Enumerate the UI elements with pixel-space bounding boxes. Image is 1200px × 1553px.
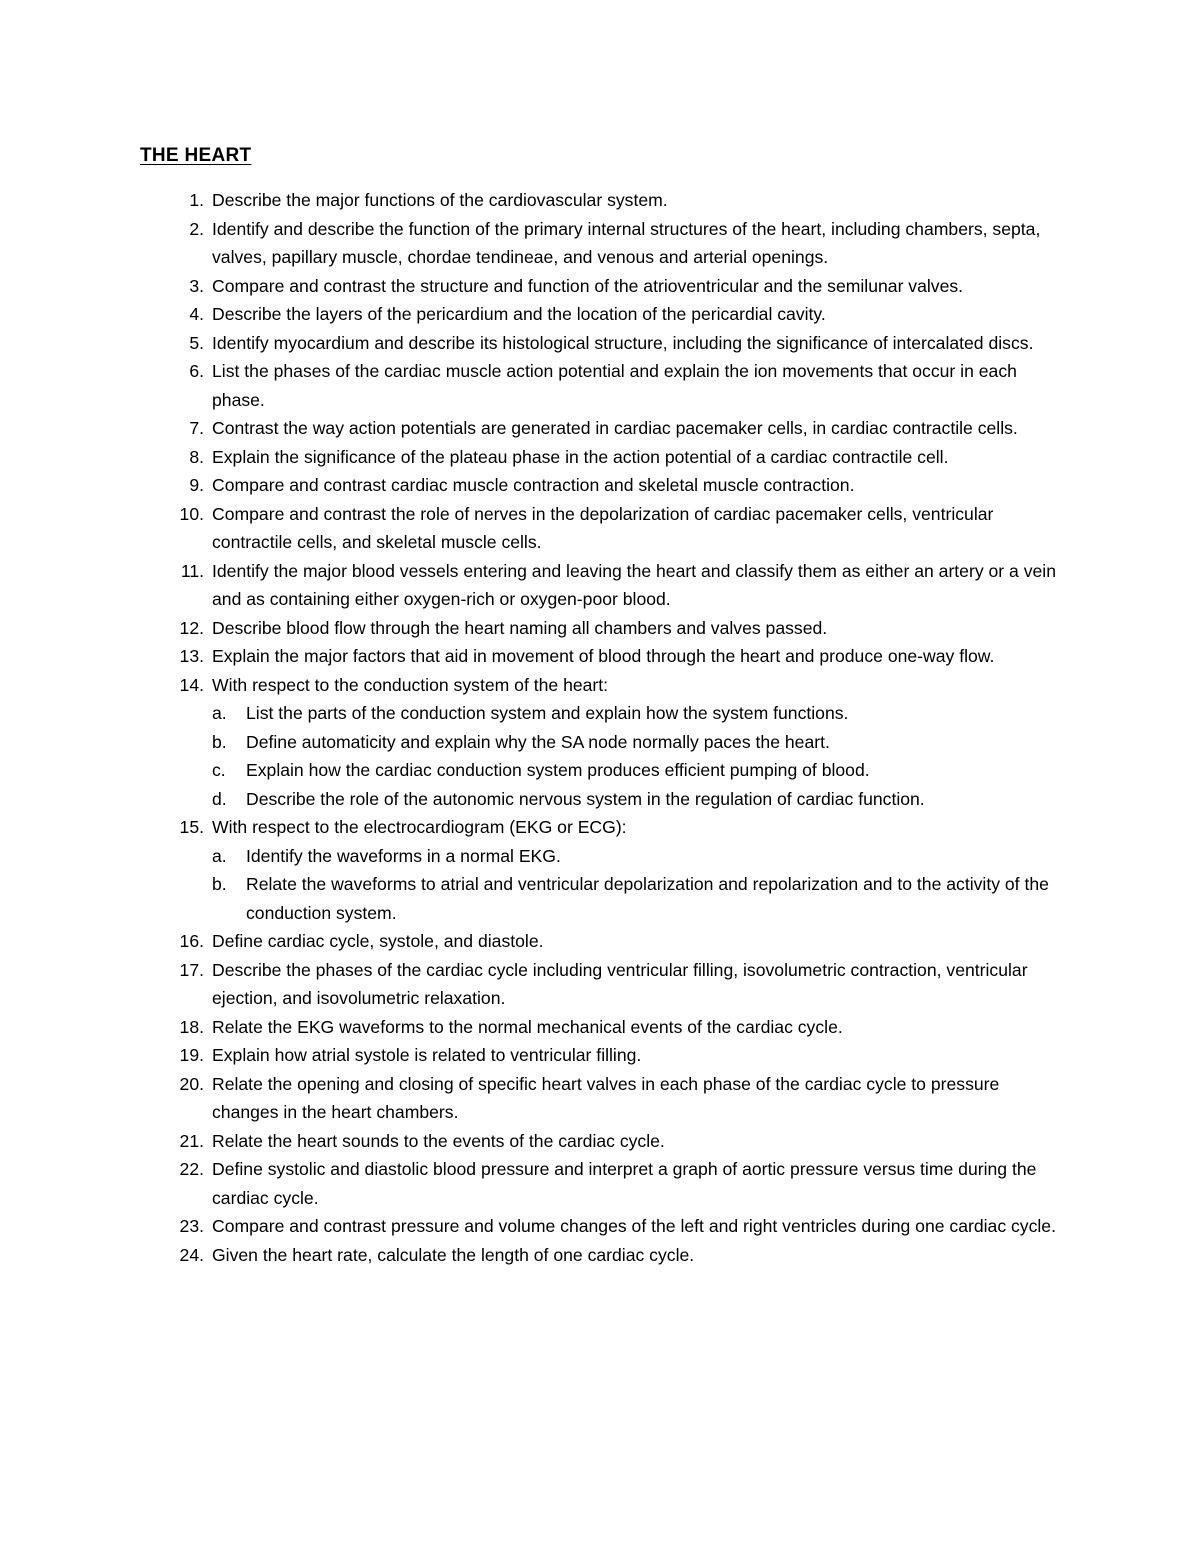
item-text: Relate the heart sounds to the events of the cardiac cycle. [212,1130,665,1151]
list-item [140,1127,1070,1156]
item-number: 21. [179,1130,204,1151]
sub-item-text: Explain how the cardiac conduction system produces efficient pumping of blood. [246,760,870,780]
item-text: Compare and contrast cardiac muscle contraction and skeletal muscle contraction. [212,475,855,495]
item-number: 20. [179,1073,204,1094]
list-item [140,357,1070,414]
list-item [140,186,1070,215]
item-text: Relate the opening and closing of specific heart valves in each phase of the cardiac cycle to pressure changes in the heart chambers. [212,1073,1000,1122]
list-item [140,300,1070,329]
sub-item-text: Relate the waveforms to atrial and ventricular depolarization and repolarization and to the activity of the conduction system. [246,874,1049,923]
item-number: 18. [179,1016,204,1037]
item-number: 15. [179,817,204,837]
list-item [140,956,1070,1013]
item-text: Describe blood flow through the heart naming all chambers and valves passed. [212,617,828,638]
item-number: 6. [189,361,204,381]
item-text: Explain the major factors that aid in movement of blood through the heart and produce one-way flow. [212,646,995,666]
item-text: With respect to the electrocardiogram (EKG or ECG): [212,817,627,837]
sublist-item [212,870,1070,927]
list-item [140,557,1070,614]
list-item [140,329,1070,358]
item-number: 24. [179,1244,204,1265]
list-item [140,1155,1070,1212]
list-item [140,1013,1070,1042]
list-item [140,927,1070,956]
list-item [140,1212,1070,1241]
list-item [140,642,1070,671]
item-text: Contrast the way action potentials are generated in cardiac pacemaker cells, in cardiac contractile cells. [212,418,1018,438]
item-text: Compare and contrast pressure and volume changes of the left and right ventricles during one cardiac cycle. [212,1216,1056,1236]
list-item [140,1041,1070,1070]
item-number: 23. [179,1216,204,1236]
item-number: 2. [189,218,204,239]
list-item [140,414,1070,443]
list-item [140,272,1070,301]
list-item [140,500,1070,557]
sub-item-text: List the parts of the conduction system and explain how the system functions. [246,703,849,723]
sublist-item [212,842,1070,871]
item-text: With respect to the conduction system of the heart: [212,674,609,695]
item-number: 9. [189,475,204,495]
page-title: THE HEART [140,145,252,166]
item-text: Explain how atrial systole is related to ventricular filling. [212,1045,642,1065]
item-text: Compare and contrast the role of nerves in the depolarization of cardiac pacemaker cells, ventricular contractile cells, and skeletal muscle cells. [212,503,994,552]
item-text: Compare and contrast the structure and function of the atrioventricular and the semilunar valves. [212,275,964,296]
item-text: Explain the significance of the plateau phase in the action potential of a cardiac contractile cell. [212,446,949,467]
sub-item-letter: a. [212,703,227,723]
item-text: Describe the phases of the cardiac cycle including ventricular filling, isovolumetric contraction, ventricular ejection, and isovolumetric relaxation. [212,959,1028,1008]
sub-item-text: Identify the waveforms in a normal EKG. [246,845,561,866]
item-number: 13. [179,646,204,666]
list-item [140,443,1070,472]
item-text: Relate the EKG waveforms to the normal mechanical events of the cardiac cycle. [212,1016,843,1037]
sublist-electrocardiogram [212,842,1070,928]
sublist-item [212,756,1070,785]
item-number: 10. [179,503,204,524]
item-number: 16. [179,931,204,951]
sublist-item [212,785,1070,814]
item-number: 7. [189,418,204,438]
item-text: Describe the major functions of the cardiovascular system. [212,190,668,210]
sub-item-letter: b. [212,731,227,752]
sub-item-letter: d. [212,788,227,809]
item-number: 3. [189,275,204,296]
item-number: 12. [179,617,204,638]
item-text: Given the heart rate, calculate the length of one cardiac cycle. [212,1244,695,1265]
item-text: Identify myocardium and describe its histological structure, including the significance of intercalated discs. [212,332,1034,353]
objectives-list [140,186,1070,1269]
sublist-item [212,728,1070,757]
item-number: 11. [180,560,204,581]
item-number: 8. [189,446,204,467]
item-text: Identify and describe the function of the primary internal structures of the heart, including chambers, septa, valves, papillary muscle, chordae tendineae, and venous and arterial openings. [212,218,1041,267]
sub-item-letter: c. [212,760,226,780]
sublist-conduction-system [212,699,1070,813]
item-text: Define cardiac cycle, systole, and diastole. [212,931,544,951]
item-number: 14. [179,674,204,695]
item-number: 5. [189,332,204,353]
item-number: 19. [179,1045,204,1065]
list-item [140,215,1070,272]
item-text: Identify the major blood vessels entering and leaving the heart and classify them as either an artery or a vein and as containing either oxygen-rich or oxygen-poor blood. [212,560,1056,609]
item-text: Describe the layers of the pericardium and the location of the pericardial cavity. [212,304,826,324]
sub-item-letter: a. [212,845,227,866]
list-item [140,1070,1070,1127]
sublist-item [212,699,1070,728]
list-item [140,614,1070,643]
item-number: 4. [189,304,204,324]
item-number: 17. [179,959,204,980]
item-number: 1. [189,190,204,210]
list-item [140,671,1070,814]
item-number: 22. [179,1159,204,1179]
sub-item-text: Describe the role of the autonomic nervous system in the regulation of cardiac function. [246,788,925,809]
list-item [140,471,1070,500]
item-text: Define systolic and diastolic blood pressure and interpret a graph of aortic pressure versus time during the cardiac cycle. [212,1159,1037,1208]
item-text: List the phases of the cardiac muscle action potential and explain the ion movements that occur in each phase. [212,361,1017,410]
list-item [140,813,1070,927]
sub-item-letter: b. [212,874,227,894]
sub-item-text: Define automaticity and explain why the SA node normally paces the heart. [246,731,830,752]
list-item [140,1241,1070,1270]
